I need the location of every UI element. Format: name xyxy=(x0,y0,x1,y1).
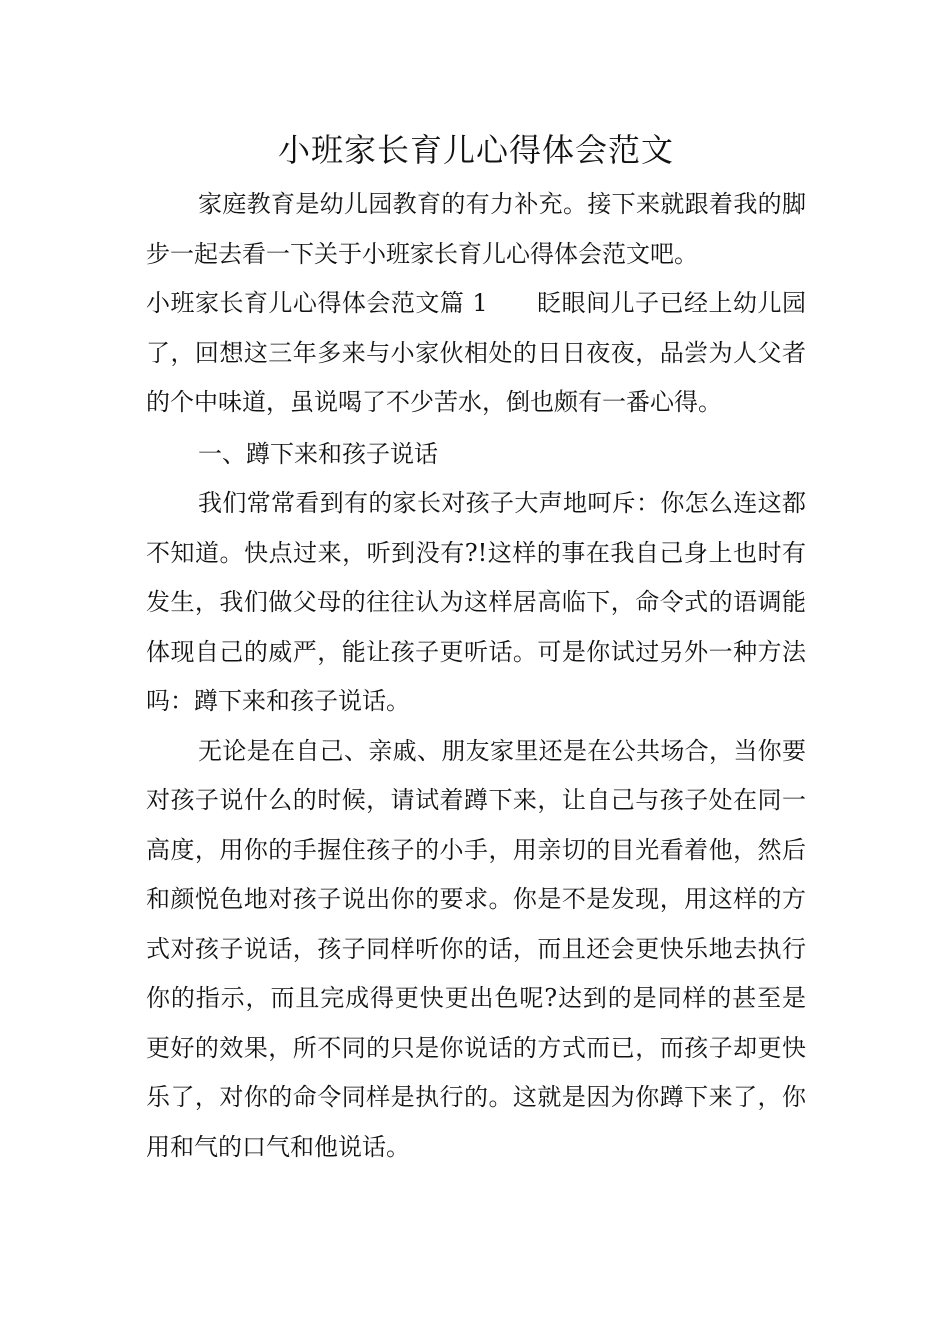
section-heading: 一、蹲下来和孩子说话 xyxy=(198,439,438,468)
document-title: 小班家长育儿心得体会范文 xyxy=(277,131,674,169)
document-page xyxy=(146,120,806,1172)
body-paragraph-2: 无论是在自己、亲戚、朋友家里还是在公共场合，当你要对孩子说什么的时候，请试着蹲下来，让自己与孩子处在同一高度，用你的手握住孩子的小手，用亲切的目光看着他，然后和颜悦色地对孩子说出你的要求。你是不是发现，用这样的方式对孩子说话，孩子同样听你的话，而且还会更快乐地去执行你的指示，而且完成得更快更出色呢?达到的是同样的甚至是更好的效果，所不同的只是你说话的方式而已，而孩子却更快乐了，对你的命令同样是执行的。这就是因为你蹲下来了，你用和气的口气和他说话。 xyxy=(146,736,806,1161)
body-paragraph-1: 我们常常看到有的家长对孩子大声地呵斥：你怎么连这都不知道。快点过来，听到没有?!这样的事在我自己身上也时有发生，我们做父母的往往认为这样居高临下，命令式的语调能体现自己的威严，能让孩子更听话。可是你试过另外一种方法吗：蹲下来和孩子说话。 xyxy=(146,489,806,715)
intro-paragraph: 家庭教育是幼儿园教育的有力补充。接下来就跟着我的脚步一起去看一下关于小班家长育儿心得体会范文吧。 xyxy=(146,190,806,268)
article-intro-paragraph: 小班家长育儿心得体会范文篇 1 眨眼间儿子已经上幼儿园了，回想这三年多来与小家伙相处的日日夜夜，品尝为人父者的个中味道，虽说喝了不少苦水，倒也颇有一番心得。 xyxy=(146,289,806,416)
